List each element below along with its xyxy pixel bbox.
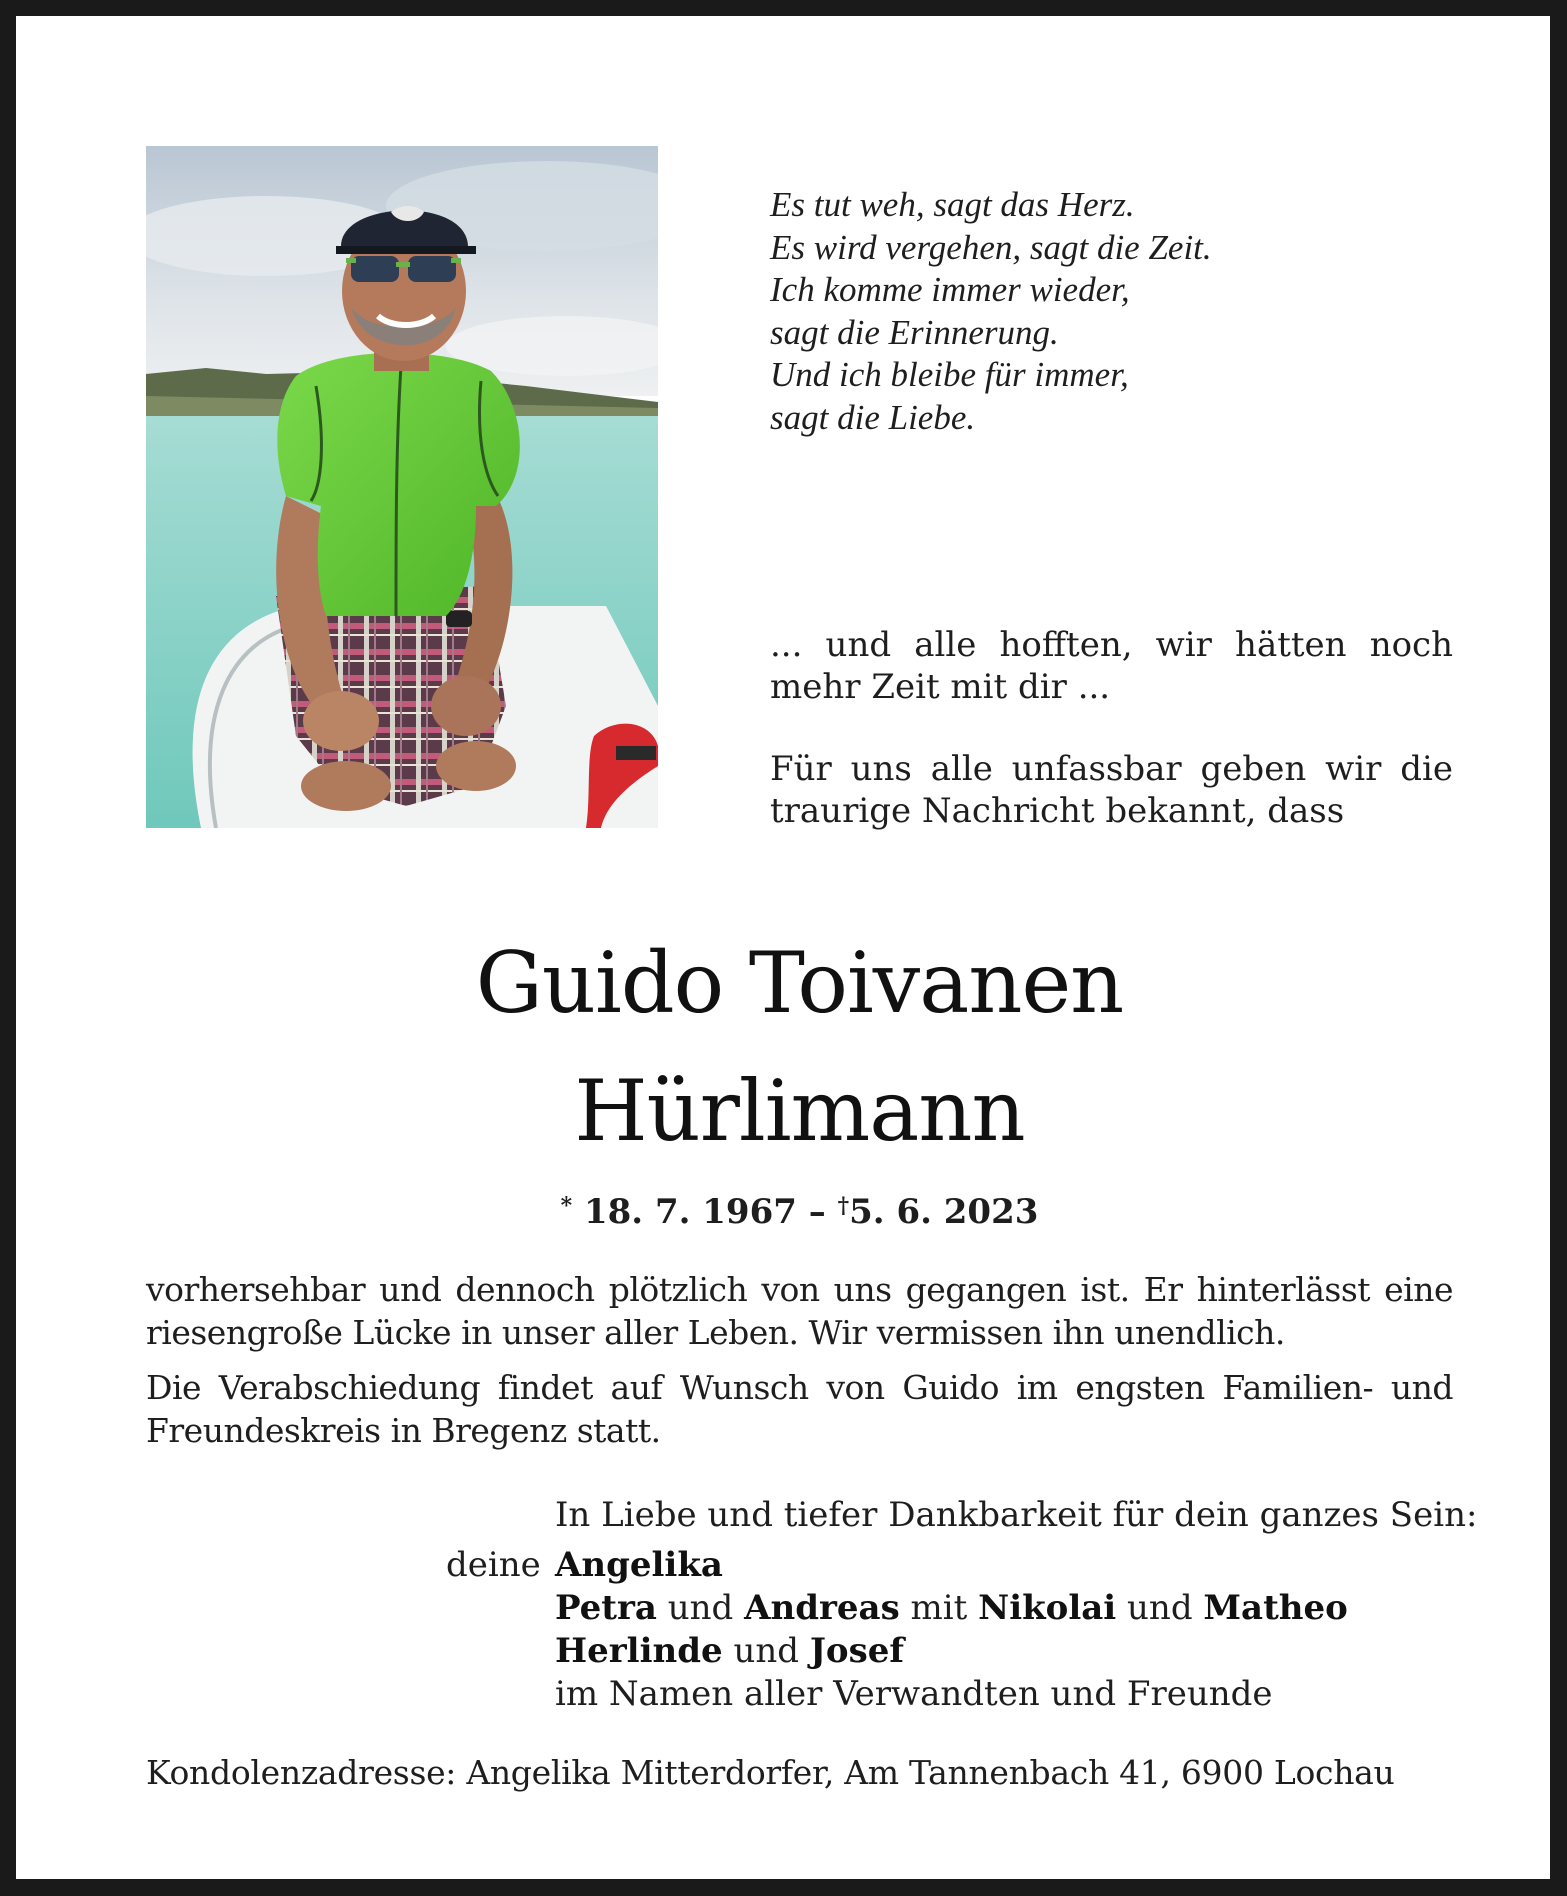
signer-name: Josef	[809, 1631, 904, 1671]
body-paragraph-2: Die Verabschiedung findet auf Wunsch von Guido im engsten Familien- und Freundeskreis in Bregenz statt.	[146, 1368, 1453, 1450]
signer-name: Andreas	[744, 1588, 900, 1628]
signer-line-4: im Namen aller Verwandten und Freunde	[555, 1674, 1273, 1714]
signer-name: Herlinde	[555, 1631, 723, 1671]
connector-word: und	[1127, 1588, 1193, 1628]
poem-line: sagt die Liebe.	[770, 397, 976, 437]
birth-date: 18. 7. 1967	[583, 1192, 797, 1232]
signer-name: Nikolai	[978, 1588, 1117, 1628]
death-symbol: †	[837, 1193, 850, 1219]
intro-paragraph-1: ... und alle hofften, wir hätten noch mehr Zeit mit dir ...	[770, 625, 1453, 707]
life-dates	[146, 1186, 1453, 1232]
poem-line: Es tut weh, sagt das Herz.	[770, 185, 1135, 224]
body-paragraph-1: vorhersehbar und dennoch plötzlich von uns gegangen ist. Er hinterlässt eine riesengroße Lücke in unser aller Leben. Wir vermissen ihn unendlich.	[146, 1270, 1453, 1352]
signer-name: Angelika	[555, 1545, 723, 1585]
death-date: 5. 6. 2023	[849, 1192, 1039, 1232]
connector-word: und	[733, 1631, 800, 1671]
poem	[770, 184, 1410, 439]
deceased-name-line-2: Hürlimann	[574, 1062, 1025, 1160]
thanks-line: In Liebe und tiefer Dankbarkeit für dein ganzes Sein:	[555, 1495, 1478, 1535]
portrait-photo	[146, 146, 658, 828]
signer-name: Matheo	[1203, 1588, 1348, 1628]
connector-word: mit	[910, 1588, 968, 1628]
signer-line-2	[555, 1587, 1348, 1630]
signer-name: Petra	[555, 1588, 657, 1628]
portrait-photo-image	[146, 146, 658, 828]
poem-line: Es wird vergehen, sagt die Zeit.	[770, 227, 1212, 267]
signer-line-1	[555, 1544, 1348, 1587]
deceased-name-line-1: Guido Toivanen	[475, 934, 1124, 1032]
signer-line-3	[555, 1630, 1348, 1673]
poem-line: Und ich bleibe für immer,	[770, 355, 1129, 394]
condolence-address: Kondolenzadresse: Angelika Mitterdorfer, Am Tannenbach 41, 6900 Lochau	[146, 1753, 1395, 1792]
signature-names	[555, 1544, 1348, 1716]
connector-word: und	[667, 1588, 734, 1628]
signature-prefix: deine	[446, 1545, 541, 1585]
poem-line: sagt die Erinnerung.	[770, 312, 1059, 352]
date-separator: –	[808, 1192, 826, 1232]
poem-line: Ich komme immer wieder,	[770, 270, 1130, 309]
birth-symbol: *	[560, 1193, 573, 1219]
intro-paragraph-2: Für uns alle unfassbar geben wir die traurige Nachricht bekannt, dass	[770, 749, 1453, 831]
